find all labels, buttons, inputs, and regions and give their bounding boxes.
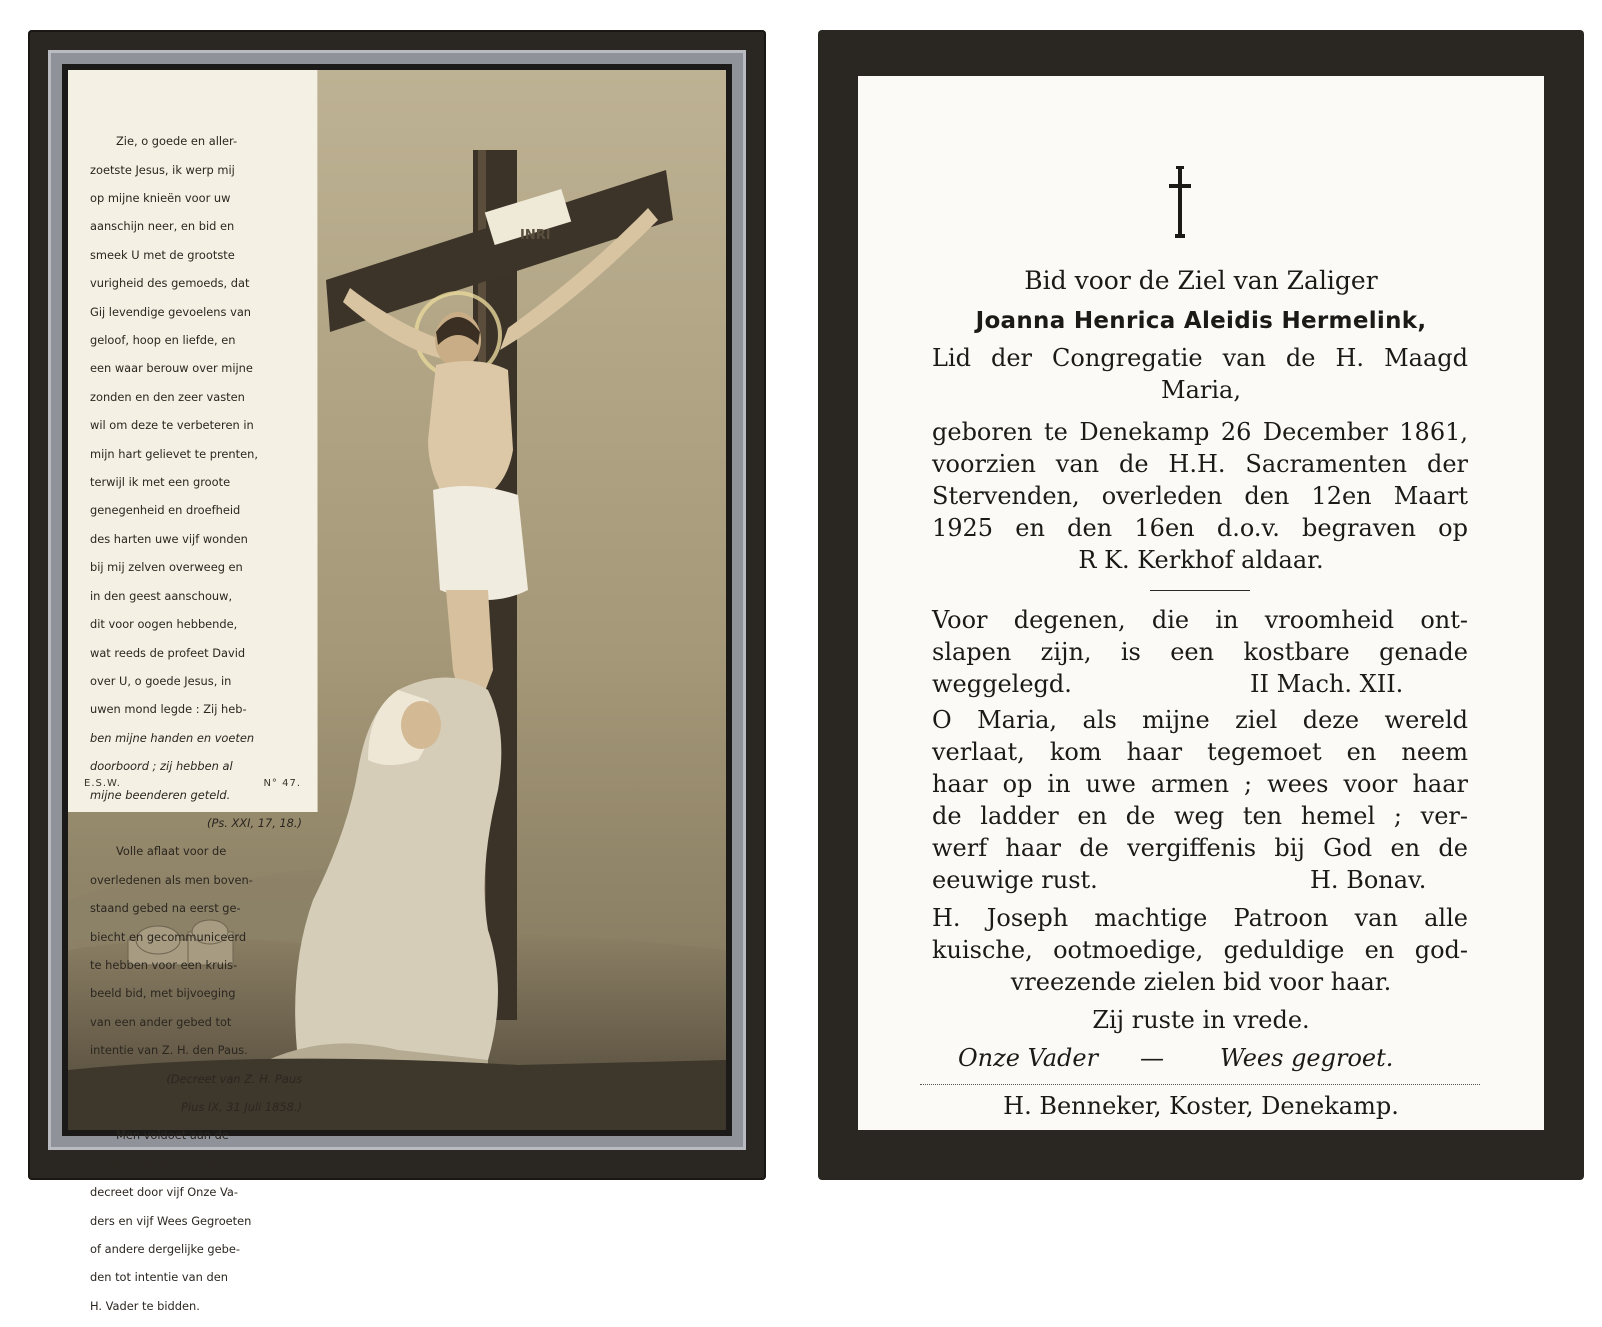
joseph-line: kuische, ootmoedige, geduldige en god- (932, 936, 1468, 964)
indulgence-line: intentie van Z. H. den Paus. (90, 1043, 248, 1058)
prayer-text (90, 120, 302, 1327)
condition-line: den tot intentie van den (90, 1270, 228, 1285)
bio-line: geboren te Denekamp 26 December 1861, (932, 418, 1468, 446)
quote-line-text: weggelegd. (932, 670, 1072, 698)
bio-line: R K. Kerkhof aldaar. (1078, 546, 1324, 574)
prayer-line: Zie, o goede en aller- (116, 134, 238, 149)
prayer-hail-mary: Wees gegroet. (1220, 1044, 1394, 1072)
joseph-line: H. Joseph machtige Patroon van alle (932, 904, 1468, 932)
prayer-line: dit voor oogen hebbende, (90, 617, 238, 632)
prayer-line: geloof, hoop en liefde, en (90, 333, 236, 348)
scripture-reference: II Mach. XII. (1250, 670, 1404, 698)
prayer-line: de ladder en de weg ten hemel ; ver- (932, 802, 1468, 830)
prayer-line: bij mij zelven overweeg en (90, 560, 243, 575)
prayer-line: op mijne knieën voor uw (90, 191, 231, 206)
prayer-line: mijne beenderen geteld. (90, 787, 231, 802)
bio-line: 1925 en den 16en d.o.v. begraven op (932, 514, 1468, 542)
quote-line (932, 670, 1468, 698)
membership-line: Lid der Congregatie van de H. Maagd (932, 344, 1468, 372)
prayer-line: ben mijne handen en voeten (90, 730, 255, 745)
indulgence-line: biecht en gecommuniceerd (90, 929, 247, 944)
text-panel (858, 76, 1544, 1130)
condition-line: of andere dergelijke gebe- (90, 1242, 240, 1257)
indulgence-line: van een ander gebed tot (90, 1014, 232, 1029)
prayer-line: des harten uwe vijf wonden (90, 531, 248, 546)
membership-line: Maria, (1161, 376, 1241, 404)
separator-line (1150, 590, 1250, 591)
prayer-our-father: Onze Vader (958, 1044, 1099, 1072)
prayer-line: vurigheid des gemoeds, dat (90, 276, 250, 291)
inri-sign: INRI (520, 228, 551, 243)
memorial-card-back (818, 30, 1584, 1180)
prayer-line: verlaat, kom haar tegemoet en neem (932, 738, 1468, 766)
prayer-line-text: eeuwige rust. (932, 866, 1098, 894)
bio-line: Stervenden, overleden den 12en Maart (932, 482, 1468, 510)
prayer-line: over U, o goede Jesus, in (90, 673, 232, 688)
prayer-panel (68, 70, 318, 1313)
indulgence-line: staand gebed na eerst ge- (90, 901, 241, 916)
condition-line: Men voldoet aan de (116, 1128, 229, 1143)
condition-line: laatste voorwaarde van het (90, 1156, 247, 1171)
card-number: N° 47. (263, 778, 301, 789)
prayer-line: doorboord ; zij hebben al (90, 759, 233, 774)
condition-line: H. Vader te bidden. (90, 1298, 200, 1313)
decree-reference: (Decreet van Z. H. Paus (166, 1071, 302, 1086)
prayer-line: O Maria, als mijne ziel deze wereld (932, 706, 1468, 734)
bio-line: voorzien van de H.H. Sacramenten der (932, 450, 1468, 478)
prayer-line: zonden en den zeer vasten (90, 389, 245, 404)
prayer-line: in den geest aanschouw, (90, 588, 233, 603)
printer-footer: H. Benneker, Koster, Denekamp. (1003, 1092, 1399, 1120)
prayer-line: wat reeds de profeet David (90, 645, 246, 660)
indulgence-line: te hebben voor een kruis- (90, 957, 238, 972)
prayer-line: wil om deze te verbeteren in (90, 418, 254, 433)
quote-line: Voor degenen, die in vroomheid ont- (932, 606, 1468, 634)
prayer-line: smeek U met de grootste (90, 247, 235, 262)
publisher-mark: E.S.W. (84, 778, 121, 789)
dotted-separator (920, 1084, 1480, 1085)
prayer-line: uwen mond legde : Zij heb- (90, 702, 247, 717)
psalm-reference: (Ps. XXI, 17, 18.) (207, 815, 302, 830)
prayer-line: haar op in uwe armen ; wees voor haar (932, 770, 1468, 798)
prayer-line: een waar berouw over mijne (90, 361, 253, 376)
condition-line: decreet door vijf Onze Va- (90, 1185, 238, 1200)
quote-line: slapen zijn, is een kostbare genade (932, 638, 1468, 666)
indulgence-line: beeld bid, met bijvoeging (90, 986, 236, 1001)
prayer-line: aanschijn neer, en bid en (90, 219, 235, 234)
prayer-source: H. Bonav. (1310, 866, 1427, 894)
prayer-line: Gij levendige gevoelens van (90, 304, 252, 319)
decree-reference: Pius IX, 31 Juli 1858.) (181, 1100, 302, 1115)
joseph-line: vreezende zielen bid voor haar. (1010, 968, 1392, 996)
condition-line: ders en vijf Wees Gegroeten (90, 1213, 252, 1228)
image-frame (68, 70, 726, 1313)
prayer-line: terwijl ik met een groote (90, 475, 231, 490)
closing-prayers (958, 1044, 1458, 1072)
memorial-card-front (28, 30, 766, 1313)
prayer-line: mijn hart gelievet te prenten, (90, 446, 258, 461)
prayer-line: genegenheid en droefheid (90, 503, 241, 518)
prayer-line (932, 866, 1468, 894)
deceased-name: Joanna Henrica Aleidis Hermelink, (975, 308, 1427, 334)
indulgence-line: Volle aflaat voor de (116, 844, 227, 859)
rest-in-peace: Zij ruste in vrede. (1092, 1006, 1310, 1034)
heading: Bid voor de Ziel van Zaliger (1024, 266, 1378, 295)
prayer-dash: — (1140, 1044, 1164, 1072)
cross-icon (1169, 166, 1191, 238)
indulgence-line: overledenen als men boven- (90, 872, 253, 887)
prayer-line: werf haar de vergiffenis bij God en de (932, 834, 1468, 862)
prayer-line: zoetste Jesus, ik werp mij (90, 162, 235, 177)
